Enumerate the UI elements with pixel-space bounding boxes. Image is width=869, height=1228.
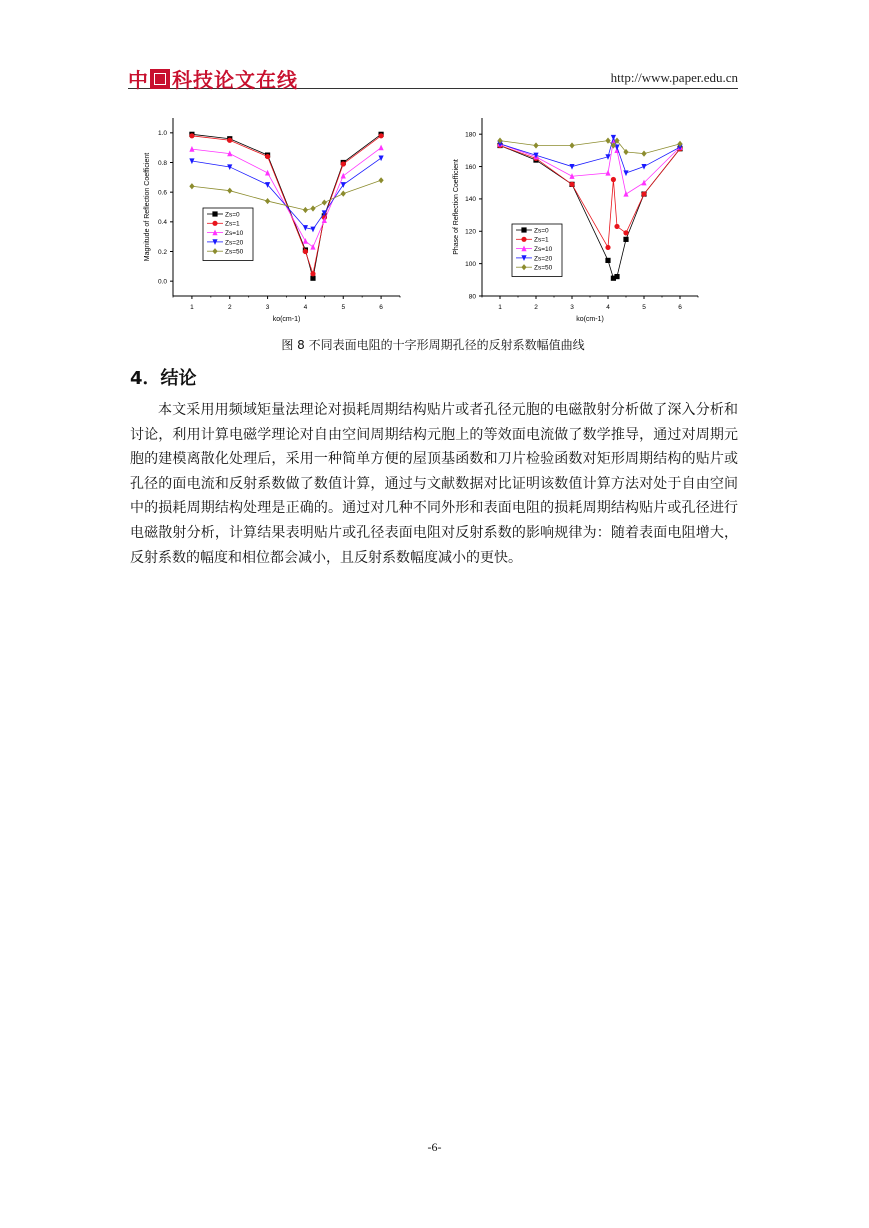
- data-point: [310, 227, 315, 233]
- legend-label: Zs=1: [225, 220, 240, 228]
- data-point: [605, 245, 610, 250]
- legend-label: Zs=20: [225, 239, 244, 247]
- site-logo[interactable]: [128, 64, 298, 93]
- page-number: -6-: [427, 1140, 442, 1154]
- data-point: [227, 138, 232, 143]
- data-point: [189, 183, 194, 189]
- x-tick-label: 3: [265, 304, 270, 311]
- data-point: [378, 155, 383, 161]
- logo-text: 科技论文在线: [172, 68, 298, 92]
- data-point: [605, 170, 610, 176]
- y-tick-label: 0.2: [157, 248, 167, 256]
- y-tick-label: 80: [468, 293, 476, 301]
- data-point: [533, 142, 538, 148]
- data-point: [378, 133, 383, 138]
- data-point: [303, 249, 308, 254]
- page-header: [128, 62, 738, 92]
- y-tick-label: 0.8: [157, 159, 167, 167]
- series-line: [500, 141, 680, 154]
- legend-label: Zs=0: [225, 211, 240, 219]
- data-point: [641, 151, 646, 157]
- magnitude-chart: [128, 110, 428, 330]
- phase-chart: [426, 110, 726, 330]
- data-point: [623, 230, 628, 235]
- x-axis-label: ko(cm-1): [272, 316, 301, 323]
- data-point: [614, 274, 619, 279]
- x-tick-label: 4: [606, 304, 610, 311]
- legend-label: Zs=1: [534, 236, 549, 244]
- data-point: [614, 224, 619, 229]
- figure-8: [128, 110, 738, 330]
- conclusion-paragraph: 本文采用用频域矩量法理论对损耗周期结构贴片或者孔径元胞的电磁散射分析做了深入分析和讨论，利用计算电磁学理论对自由空间周期结构元胞上的等效面电流做了数学推导，通过对周期元胞的建模离散化处理后，采用一种简单方便的屋顶基函数和刀片检验函数对矩形周期结构的贴片或孔径的面电流和反射系数做了数值计算，通过与文献数据对比证明该数值计算方法对处于自由空间中的损耗周期结构处理是正确的。通过对几种不同外形和表面电阻的损耗周期结构贴片或孔径进行电磁散射分析，计算结果表明贴片或孔径表面电阻对反射系数的影响规律为：随着表面电阻增大，反射系数的幅度和相位都会减小，且反射系数幅度减小的更快。: [130, 402, 738, 566]
- figure-caption: 图 8 不同表面电阻的十字形周期孔径的反射系数幅值曲线: [281, 338, 585, 352]
- y-tick-label: 0.0: [157, 278, 167, 286]
- logo-seal-icon: [150, 69, 170, 89]
- data-point: [322, 199, 327, 205]
- legend-label: Zs=0: [534, 227, 549, 235]
- data-point: [265, 154, 270, 159]
- data-point: [605, 258, 610, 263]
- data-point: [341, 161, 346, 166]
- data-point: [227, 164, 232, 170]
- data-point: [227, 188, 232, 194]
- data-point: [265, 170, 270, 176]
- y-tick-label: 140: [465, 196, 476, 204]
- legend: [203, 208, 253, 261]
- data-point: [569, 182, 574, 187]
- data-point: [265, 198, 270, 204]
- data-point: [310, 205, 315, 211]
- x-tick-label: 6: [678, 304, 682, 311]
- data-point: [611, 135, 616, 141]
- legend-swatch-marker: [212, 211, 217, 216]
- site-url[interactable]: http://www.paper.edu.cn: [610, 70, 738, 85]
- data-point: [623, 191, 628, 197]
- legend-label: Zs=50: [225, 248, 244, 256]
- legend-swatch-marker: [521, 227, 526, 232]
- data-point: [310, 271, 315, 276]
- data-point: [623, 170, 628, 176]
- series-zs-10: [497, 138, 682, 197]
- section-title: 4．结论: [130, 368, 197, 389]
- x-tick-label: 2: [534, 304, 538, 311]
- y-tick-label: 120: [465, 228, 476, 236]
- y-tick-label: 100: [465, 260, 476, 268]
- data-point: [378, 177, 383, 183]
- logo-prefix: 中: [128, 68, 148, 92]
- legend-label: Zs=50: [534, 264, 553, 272]
- data-point: [641, 191, 646, 196]
- data-point: [310, 276, 315, 281]
- data-point: [569, 164, 574, 170]
- y-tick-label: 160: [465, 163, 476, 171]
- y-tick-label: 0.6: [157, 189, 167, 197]
- x-tick-label: 1: [498, 304, 502, 311]
- data-point: [189, 133, 194, 138]
- x-tick-label: 2: [227, 304, 232, 311]
- data-point: [341, 191, 346, 197]
- y-axis-label: Magnitude of Reflection Coefficient: [144, 152, 151, 262]
- x-tick-label: 1: [190, 304, 194, 311]
- x-tick-label: 3: [570, 304, 574, 311]
- data-point: [189, 146, 194, 152]
- x-tick-label: 5: [642, 304, 646, 311]
- y-tick-label: 0.4: [157, 219, 167, 227]
- series-line: [500, 141, 680, 194]
- data-point: [310, 244, 315, 250]
- series-line: [192, 180, 381, 210]
- legend-swatch-marker: [521, 237, 526, 242]
- legend-swatch-marker: [212, 221, 217, 226]
- x-tick-label: 6: [379, 304, 383, 311]
- legend-label: Zs=10: [534, 246, 553, 253]
- data-point: [623, 237, 628, 242]
- x-axis-label: ko(cm-1): [576, 316, 604, 323]
- y-tick-label: 180: [465, 131, 476, 139]
- x-tick-label: 5: [341, 304, 346, 311]
- series-zs-50: [497, 138, 682, 157]
- data-point: [303, 238, 308, 244]
- data-point: [569, 142, 574, 148]
- data-point: [303, 207, 308, 213]
- data-point: [378, 145, 383, 151]
- y-tick-label: 1.0: [157, 130, 167, 138]
- legend-label: Zs=20: [534, 255, 553, 263]
- data-point: [611, 177, 616, 182]
- legend-label: Zs=10: [225, 230, 244, 237]
- x-tick-label: 4: [303, 304, 308, 311]
- data-point: [341, 173, 346, 179]
- legend: [512, 224, 562, 277]
- y-axis-label: Phase of Reflection Coefficient: [453, 159, 460, 255]
